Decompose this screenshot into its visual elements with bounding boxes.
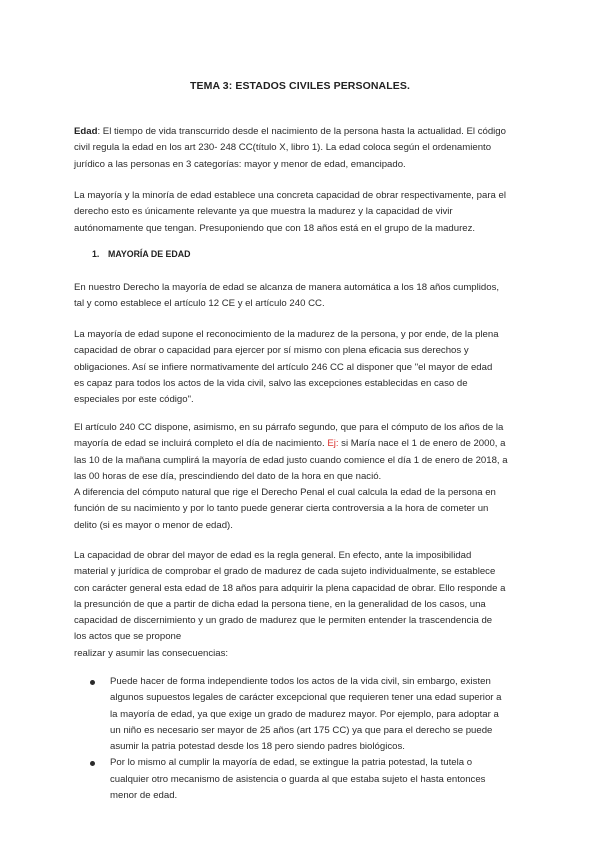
section-number: 1. <box>92 249 100 259</box>
bullet-icon <box>90 680 95 685</box>
paragraph-mayoria-minoria: La mayoría y la minoría de edad establece una concreta capacidad de obrar respectivamente, para el derecho esto es únicamente relevante ya que muestra la madurez y la capacidad de vivir autónomamente que tengan. Presuponiendo que con 18 años está en el grupo de la madurez. <box>74 190 506 234</box>
example-marker: Ej: <box>327 438 339 450</box>
paragraph-derecho: En nuestro Derecho la mayoría de edad se alcanza de manera automática a los 18 años cumplidos, tal y como establece el artículo 12 CE y el artículo 240 CC. <box>74 282 500 310</box>
section-title: MAYORÍA DE EDAD <box>108 249 191 259</box>
bullet-list <box>74 674 544 804</box>
section-heading <box>92 249 190 259</box>
document-title: TEMA 3: ESTADOS CIVILES PERSONALES. <box>190 80 410 92</box>
paragraph-capacidad: La capacidad de obrar del mayor de edad es la regla general. En efecto, ante la imposibilidad material y jurídica de comprobar el grado de madurez de cada sujeto individualmente, se establece con carácter general esta edad de 18 años para adquirir la plena capacidad de obrar. Ello responde a la presunción de que a partir de dicha edad la persona tiene, en la generalidad de los casos, una capacidad de discernimiento y un grado de madurez que le permiten entender la trascendencia de los actos que se propone realizar y asumir las consecuencias: <box>74 550 506 659</box>
list-item: Por lo mismo al cumplir la mayoría de edad, se extingue la patria potestad, la tutela o cualquier otro mecanismo de asistencia o guarda al que estaba sujeto el hasta entonces menor de edad. <box>74 755 544 804</box>
paragraph-supone: La mayoría de edad supone el reconocimiento de la madurez de la persona, y por ende, de la plena capacidad de obrar o capacidad para ejercer por sí mismo con plena eficacia sus derechos y obligaciones. Así se infiere normativamente del artículo 246 CC al disponer que "el mayor de edad es capaz para todos los actos de la vida civil, salvo las excepciones establecidas en caso de especiales por este código". <box>74 329 499 406</box>
bullet-icon <box>90 761 95 766</box>
term-edad: Edad <box>74 126 98 137</box>
paragraph-articulo-240: El artículo 240 CC dispone, asimismo, en su párrafo segundo, que para el cómputo de los años de la mayoría de edad se incluirá completo el día de nacimiento. Ej: si María nace el 1 de enero de 2000, a las 10 de la mañana cumplirá la mayoría de edad justo cuando comience el día 1 de enero de 2018, a las 00 horas de ese día, prescindiendo del dato de la hora en que nació. A diferencia del cómputo natural que rige el Derecho Penal el cual calcula la edad de la persona en función de su nacimiento y por lo tanto puede generar cierta controversia a la hora de cometer un delito (si es mayor o menor de edad). <box>74 422 508 531</box>
list-item: Puede hacer de forma independiente todos los actos de la vida civil, sin embargo, existen algunos supuestos legales de carácter excepcional que requieren tener una edad superior a la mayoría de edad, ya que exige un grado de madurez mayor. Por ejemplo, para adoptar a un niño es necesario ser mayor de 25 años (art 175 CC) ya que para el derecho se puede asumir la patria potestad desde los 18 pero siendo padres biológicos. <box>74 674 544 755</box>
paragraph-edad-definition: Edad: El tiempo de vida transcurrido desde el nacimiento de la persona hasta la actualidad. El código civil regula la edad en los art 230- 248 CC(título X, libro 1). La edad coloca según el ordenamiento jurídico a las personas en 3 categorías: mayor y menor de edad, emancipado. <box>74 126 506 170</box>
